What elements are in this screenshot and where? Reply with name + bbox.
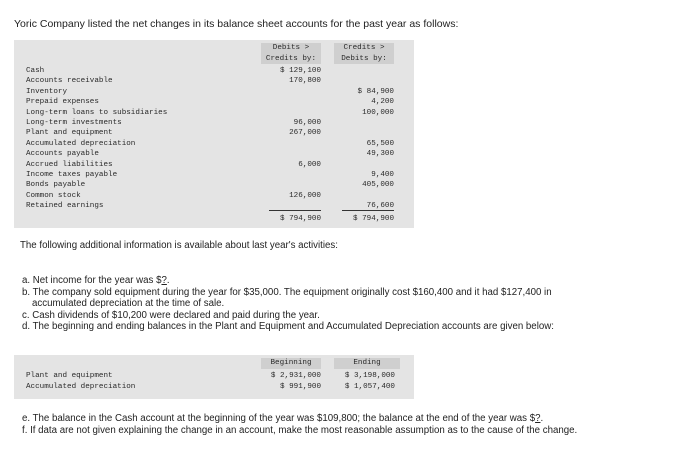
account-name: Prepaid expenses [26,98,99,107]
item-f: f. If data are not given explaining the change in an account, make the most reasonable assumption as to the cause of the change. [22,425,578,436]
account-name: Accumulated depreciation [26,139,136,148]
plant-account-name: Accumulated depreciation [26,382,136,391]
account-name: Retained earnings [26,202,104,211]
ending-header: Ending [334,358,400,369]
credit-amount: 76,600 [366,202,394,211]
debits-header [261,43,321,64]
item-b-line2: accumulated depreciation at the time of sale. [32,298,225,309]
debit-amount: 170,800 [289,77,321,86]
account-name: Cash [26,67,45,75]
item-a-suffix: . [166,275,170,286]
beginning-balance: $ 2,931,000 [270,372,321,380]
item-e-suffix: . [540,413,544,424]
plant-account-name: Plant and equipment [26,372,113,380]
account-name: Income taxes payable [26,170,118,179]
credit-amount: 9,400 [371,171,394,179]
beginning-balance: $ 991,900 [279,382,321,391]
debits-header-line1: Debits > [272,44,310,52]
balance-changes-table [14,40,414,228]
account-name: Common stock [26,191,81,200]
account-name: Inventory [26,87,68,96]
item-b-line1: b. The company sold equipment during the year for $35,000. The equipment originally cost $160,400 and it had $127,400 in [22,287,552,298]
debits-header-line2: Credits by: [265,54,317,63]
item-a [22,275,170,287]
item-a-text: a. Net income for the year was $ [22,275,162,286]
account-name: Accrued liabilities [26,160,113,169]
credit-total-rule [342,210,394,211]
credits-header-line1: Credits > [343,44,385,52]
debit-amount: $ 129,100 [279,67,321,75]
item-d: d. The beginning and ending balances in the Plant and Equipment and Accumulated Depreciation accounts are given below: [22,321,554,332]
account-name: Bonds payable [26,181,86,190]
ending-balance: $ 1,057,400 [344,382,395,391]
account-name: Accounts receivable [26,77,113,86]
ending-balance: $ 3,198,000 [344,372,395,380]
credit-amount: $ 84,900 [357,87,394,96]
additional-info-intro: The following additional information is available about last year's activities: [20,240,338,251]
item-c: c. Cash dividends of $10,200 were declared and paid during the year. [22,310,320,321]
credit-amount: 405,000 [362,181,394,190]
credit-amount: 4,200 [371,98,394,107]
plant-balances-table [14,355,414,399]
item-e [22,413,543,425]
debit-total: $ 794,900 [279,215,321,223]
account-name: Plant and equipment [26,129,113,138]
account-name: Accounts payable [26,150,99,159]
credits-header [334,43,394,64]
credit-amount: 49,300 [366,150,394,159]
debit-amount: 126,000 [289,191,321,200]
account-name: Long-term investments [26,118,122,127]
credit-amount: 100,000 [362,108,394,117]
credit-total: $ 794,900 [352,215,394,223]
intro-text: Yoric Company listed the net changes in its balance sheet accounts for the past year as follows: [14,18,459,30]
debit-amount: 267,000 [289,129,321,138]
credits-header-line2: Debits by: [341,54,387,63]
item-e-blank: ? [535,413,541,424]
item-a-blank: ? [161,275,167,286]
item-e-text: e. The balance in the Cash account at the beginning of the year was $109,800; the balance at the end of the year was $ [22,413,536,424]
account-list [26,66,167,211]
account-name: Long-term loans to subsidiaries [26,108,168,117]
debit-total-rule [269,210,321,211]
debit-amount: 6,000 [298,160,321,169]
beginning-header: Beginning [261,358,321,369]
debit-amount: 96,000 [293,119,321,127]
credit-amount: 65,500 [366,139,394,148]
